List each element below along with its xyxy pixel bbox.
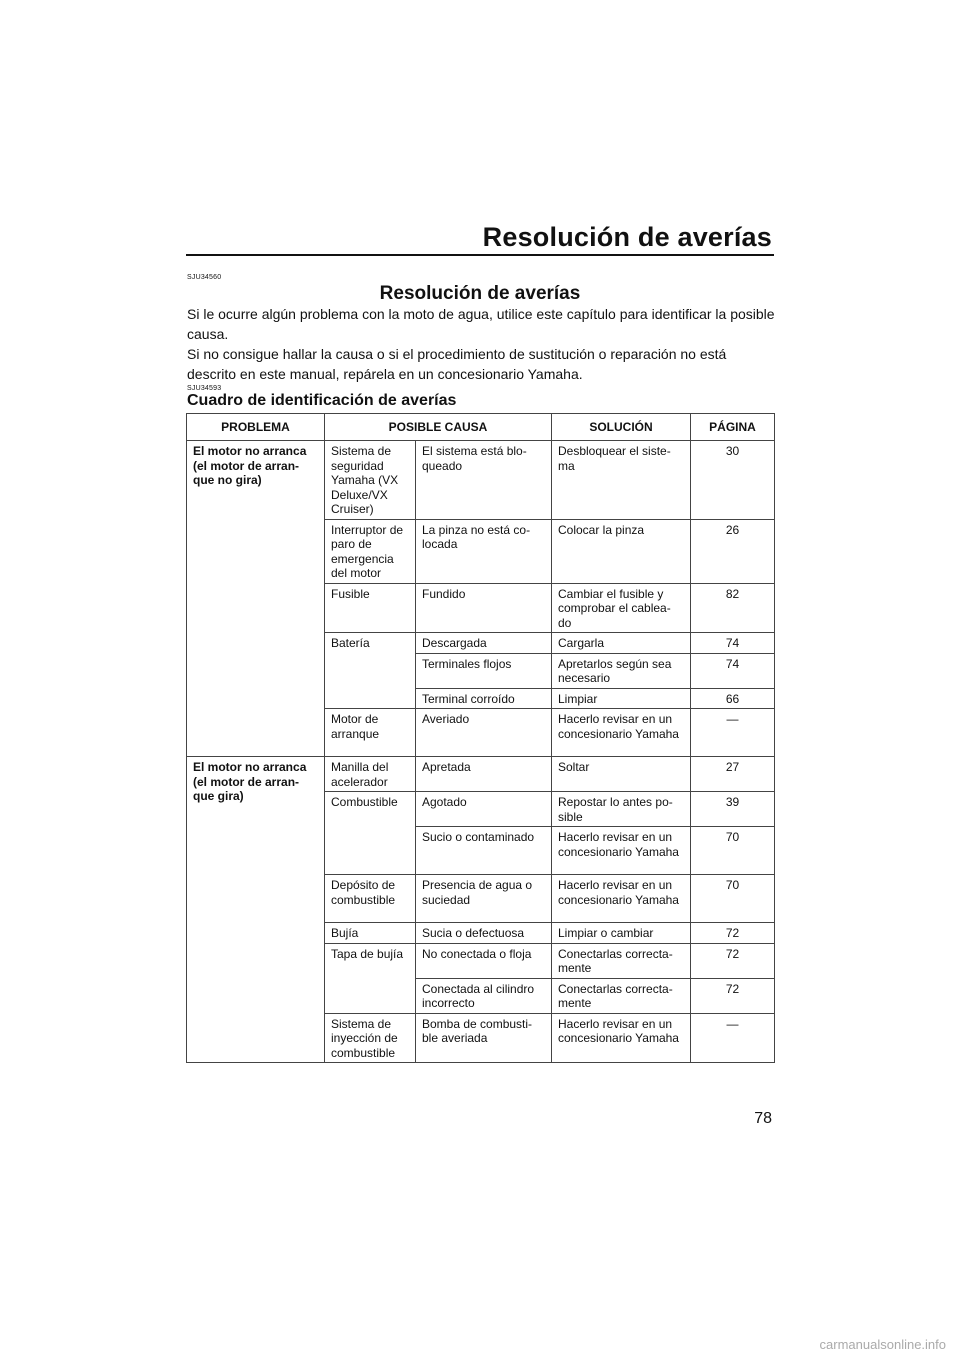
solution-cell: Conectarlas correcta-mente: [552, 978, 691, 1013]
page-cell: 30: [691, 441, 775, 520]
cause-cell: Agotado: [416, 792, 552, 827]
page-cell: —: [691, 1013, 775, 1063]
solution-cell: Cambiar el fusible y comprobar el cablea-do: [552, 583, 691, 633]
solution-cell: Repostar lo antes po-sible: [552, 792, 691, 827]
cause-cell: Bomba de combusti-ble averiada: [416, 1013, 552, 1063]
component-cell: Tapa de bujía: [325, 943, 416, 1013]
component-cell: Motor de arranque: [325, 709, 416, 757]
header-cause: POSIBLE CAUSA: [325, 414, 552, 441]
header-solution: SOLUCIÓN: [552, 414, 691, 441]
page-cell: 66: [691, 688, 775, 709]
problem-cell: El motor no arranca (el motor de arran-que no gira): [187, 441, 325, 757]
component-cell: Manilla del acelerador: [325, 757, 416, 792]
header-page: PÁGINA: [691, 414, 775, 441]
page-cell: 27: [691, 757, 775, 792]
page-cell: 74: [691, 633, 775, 654]
solution-cell: Cargarla: [552, 633, 691, 654]
page-cell: 72: [691, 923, 775, 944]
section-title: Resolución de averías: [379, 283, 581, 304]
cause-cell: Terminales flojos: [416, 653, 552, 688]
solution-cell: Soltar: [552, 757, 691, 792]
table-row: [187, 441, 775, 520]
problem-cell: El motor no arranca (el motor de arran-que gira): [187, 757, 325, 1063]
page-cell: —: [691, 709, 775, 757]
cause-cell: No conectada o floja: [416, 943, 552, 978]
solution-cell: Hacerlo revisar en un concesionario Yamaha: [552, 875, 691, 923]
solution-cell: Limpiar o cambiar: [552, 923, 691, 944]
page-cell: 70: [691, 875, 775, 923]
page-header-title: Resolución de averías: [482, 222, 772, 252]
solution-cell: Hacerlo revisar en un concesionario Yamaha: [552, 827, 691, 875]
subsection-code: SJU34593: [187, 385, 222, 392]
component-cell: Fusible: [325, 583, 416, 633]
component-cell: Sistema de inyección de combustible: [325, 1013, 416, 1063]
component-cell: Batería: [325, 633, 416, 709]
component-cell: Sistema de seguridad Yamaha (VX Deluxe/VX Cruiser): [325, 441, 416, 520]
solution-cell: Hacerlo revisar en un concesionario Yamaha: [552, 709, 691, 757]
cause-cell: Averiado: [416, 709, 552, 757]
cause-cell: Conectada al cilindro incorrecto: [416, 978, 552, 1013]
section-code: SJU34560: [187, 274, 222, 281]
solution-cell: Conectarlas correcta-mente: [552, 943, 691, 978]
solution-cell: Apretarlos según sea necesario: [552, 653, 691, 688]
cause-cell: Sucia o defectuosa: [416, 923, 552, 944]
watermark: carmanualsonline.info: [819, 1337, 946, 1352]
table-header-row: [187, 414, 775, 441]
page-cell: 26: [691, 519, 775, 583]
cause-cell: Fundido: [416, 583, 552, 633]
cause-cell: La pinza no está co-locada: [416, 519, 552, 583]
cause-cell: Terminal corroído: [416, 688, 552, 709]
solution-cell: Desbloquear el siste-ma: [552, 441, 691, 520]
intro-text: [187, 304, 775, 384]
cause-cell: Descargada: [416, 633, 552, 654]
page-cell: 72: [691, 943, 775, 978]
solution-cell: Colocar la pinza: [552, 519, 691, 583]
solution-cell: Limpiar: [552, 688, 691, 709]
cause-cell: Sucio o contaminado: [416, 827, 552, 875]
cause-cell: Apretada: [416, 757, 552, 792]
header-divider: [186, 254, 774, 256]
cause-cell: Presencia de agua o suciedad: [416, 875, 552, 923]
page-cell: 72: [691, 978, 775, 1013]
page-cell: 74: [691, 653, 775, 688]
component-cell: Combustible: [325, 792, 416, 875]
component-cell: Depósito de combustible: [325, 875, 416, 923]
subsection-title: Cuadro de identificación de averías: [187, 392, 457, 409]
page-cell: 39: [691, 792, 775, 827]
intro-paragraph-2: Si no consigue hallar la causa o si el procedimiento de sustitución o reparación no está descrito en este manual, repárela en un concesionario Yamaha.: [187, 346, 727, 382]
solution-cell: Hacerlo revisar en un concesionario Yamaha: [552, 1013, 691, 1063]
header-problem: PROBLEMA: [187, 414, 325, 441]
page-number: 78: [754, 1110, 772, 1127]
cause-cell: El sistema está blo-queado: [416, 441, 552, 520]
table-row: [187, 757, 775, 792]
page-cell: 82: [691, 583, 775, 633]
component-cell: Bujía: [325, 923, 416, 944]
troubleshooting-table: [186, 413, 775, 1063]
page-cell: 70: [691, 827, 775, 875]
intro-paragraph-1: Si le ocurre algún problema con la moto de agua, utilice este capítulo para identificar la posible causa.: [187, 306, 775, 342]
component-cell: Interruptor de paro de emergencia del motor: [325, 519, 416, 583]
